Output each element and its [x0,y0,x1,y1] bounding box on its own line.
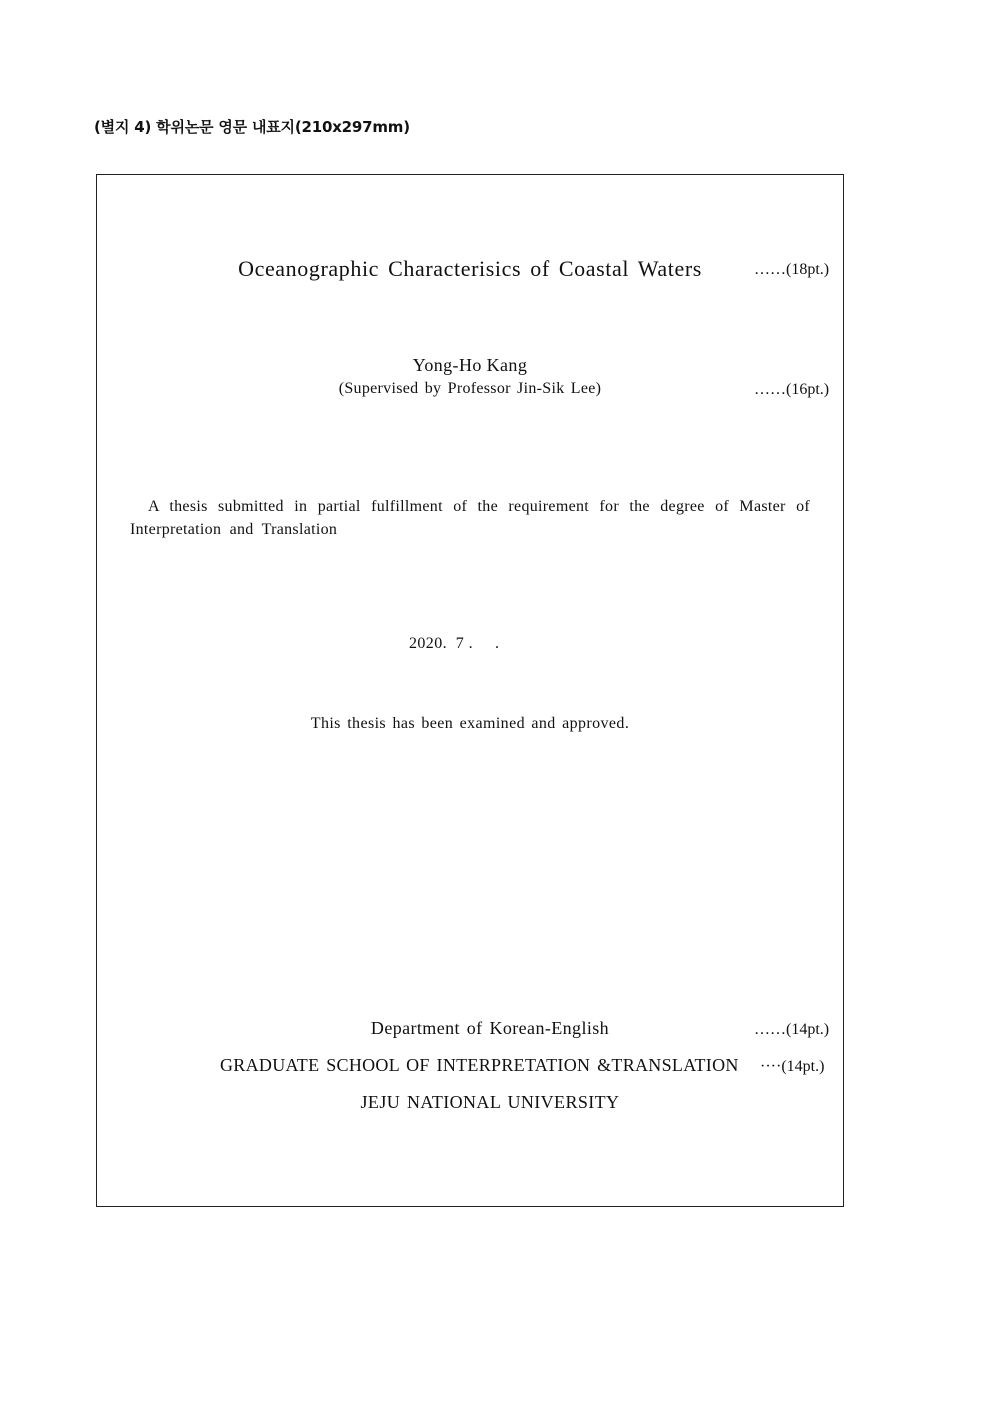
cover-page-frame [96,174,844,1207]
title-font-size-note: ……(18pt.) [754,261,830,278]
approval-statement: This thesis has been examined and approved. [310,715,630,732]
thesis-title: Oceanographic Characterisics of Coastal Waters [238,256,702,281]
school-font-size-note: ····(14pt.) [760,1058,825,1075]
supervisor-font-size-note: ……(16pt.) [754,381,830,398]
supervisor-line: (Supervised by Professor Jin-Sik Lee) [338,380,602,397]
submission-date: 2020. 7 . . [409,635,500,652]
department-font-size-note: ……(14pt.) [754,1021,830,1038]
department-name: Department of Korean-English [370,1018,610,1038]
degree-statement: A thesis submitted in partial fulfillment of the requirement for the degree of Master of Interpretation and Translation [130,498,810,538]
graduate-school-name: GRADUATE SCHOOL OF INTERPRETATION &TRANSLATION [220,1055,739,1075]
form-heading: (별지 4) 학위논문 영문 내표지(210x297mm) [94,118,410,136]
university-name: JEJU NATIONAL UNIVERSITY [360,1092,620,1112]
author-name: Yong-Ho Kang [412,355,528,375]
